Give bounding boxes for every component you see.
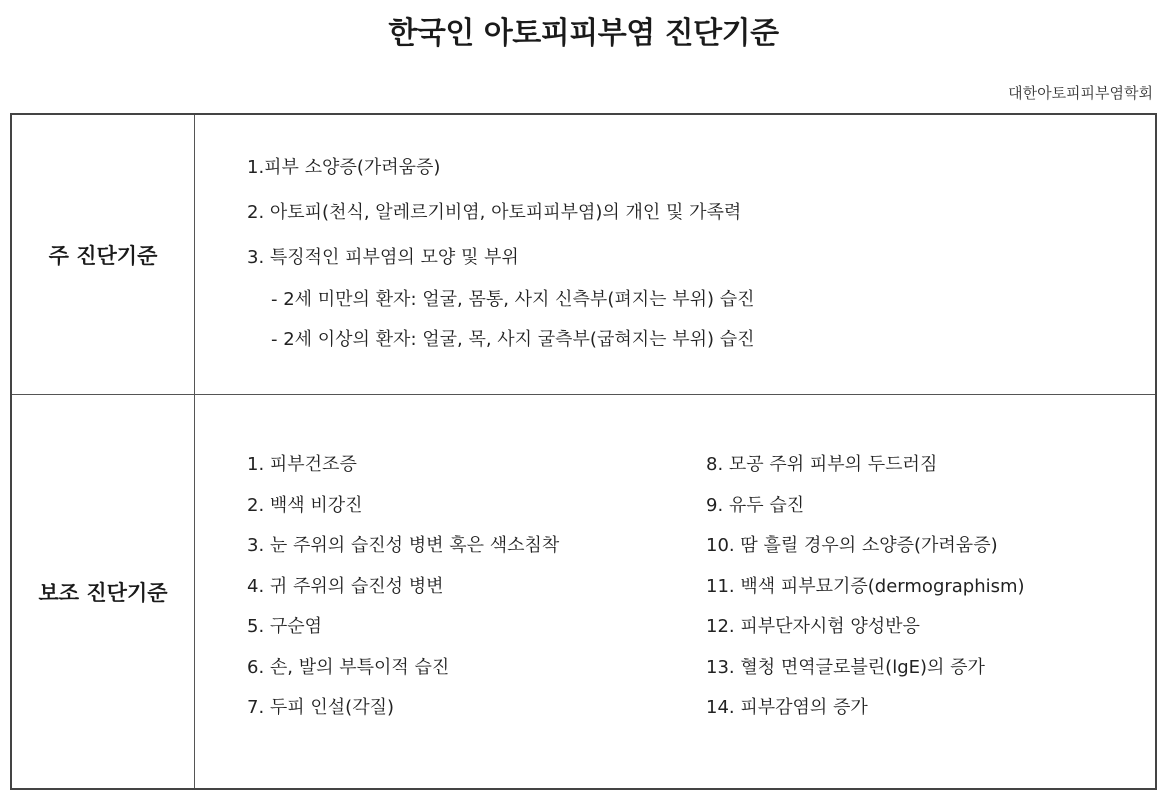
major-criteria-list bbox=[247, 145, 755, 360]
minor-criteria-left-column bbox=[247, 445, 559, 729]
criteria-table bbox=[10, 113, 1157, 790]
minor-criteria-item: 2. 백색 비강진 bbox=[247, 494, 363, 516]
major-criteria-subitem: - 2세 미만의 환자: 얼굴, 몸통, 사지 신측부(펴지는 부위) 습진 bbox=[271, 289, 755, 310]
minor-criteria-item: 3. 눈 주위의 습진성 병변 혹은 색소침착 bbox=[247, 535, 560, 556]
minor-criteria-item: 5. 구순염 bbox=[247, 616, 323, 637]
major-criteria-subgroup bbox=[247, 280, 755, 360]
minor-criteria-item: 6. 손, 발의 부특이적 습진 bbox=[247, 656, 450, 678]
minor-criteria-item: 9. 유두 습진 bbox=[706, 494, 805, 516]
major-criteria-item: 1.피부 소양증(가려움증) bbox=[247, 157, 441, 178]
page-title: 한국인 아토피피부염 진단기준 bbox=[388, 16, 779, 51]
major-criteria-row bbox=[12, 115, 1155, 395]
major-criteria-heading: 주 진단기준 bbox=[12, 115, 195, 394]
source-label: 대한아토피피부염학회 bbox=[1008, 84, 1153, 102]
minor-criteria-item: 1. 피부건조증 bbox=[247, 454, 357, 475]
minor-criteria-item: 12. 피부단자시험 양성반응 bbox=[706, 616, 920, 637]
minor-criteria-cell bbox=[195, 395, 1155, 788]
minor-criteria-item: 4. 귀 주위의 습진성 병변 bbox=[247, 575, 444, 597]
minor-criteria-row bbox=[12, 395, 1155, 788]
minor-criteria-item: 10. 땀 흘릴 경우의 소양증(가려움증) bbox=[706, 535, 998, 556]
minor-criteria-item: 13. 혈청 면역글로블린(lgE)의 증가 bbox=[706, 656, 985, 678]
major-criteria-item: 2. 아토피(천식, 알레르기비염, 아토피피부염)의 개인 및 가족력 bbox=[247, 202, 742, 223]
major-criteria-cell bbox=[195, 115, 1155, 394]
minor-criteria-item: 14. 피부감염의 증가 bbox=[706, 697, 868, 718]
minor-criteria-heading: 보조 진단기준 bbox=[12, 395, 195, 788]
major-criteria-subitem: - 2세 이상의 환자: 얼굴, 목, 사지 굴측부(굽혀지는 부위) 습진 bbox=[271, 329, 755, 350]
minor-criteria-item: 7. 두피 인설(각질) bbox=[247, 697, 394, 718]
minor-criteria-right-column bbox=[706, 445, 1025, 729]
minor-criteria-item: 8. 모공 주위 피부의 두드러짐 bbox=[706, 454, 938, 475]
minor-criteria-item: 11. 백색 피부묘기증(dermographism) bbox=[706, 575, 1025, 597]
major-criteria-item: 3. 특징적인 피부염의 모양 및 부위 bbox=[247, 247, 519, 268]
